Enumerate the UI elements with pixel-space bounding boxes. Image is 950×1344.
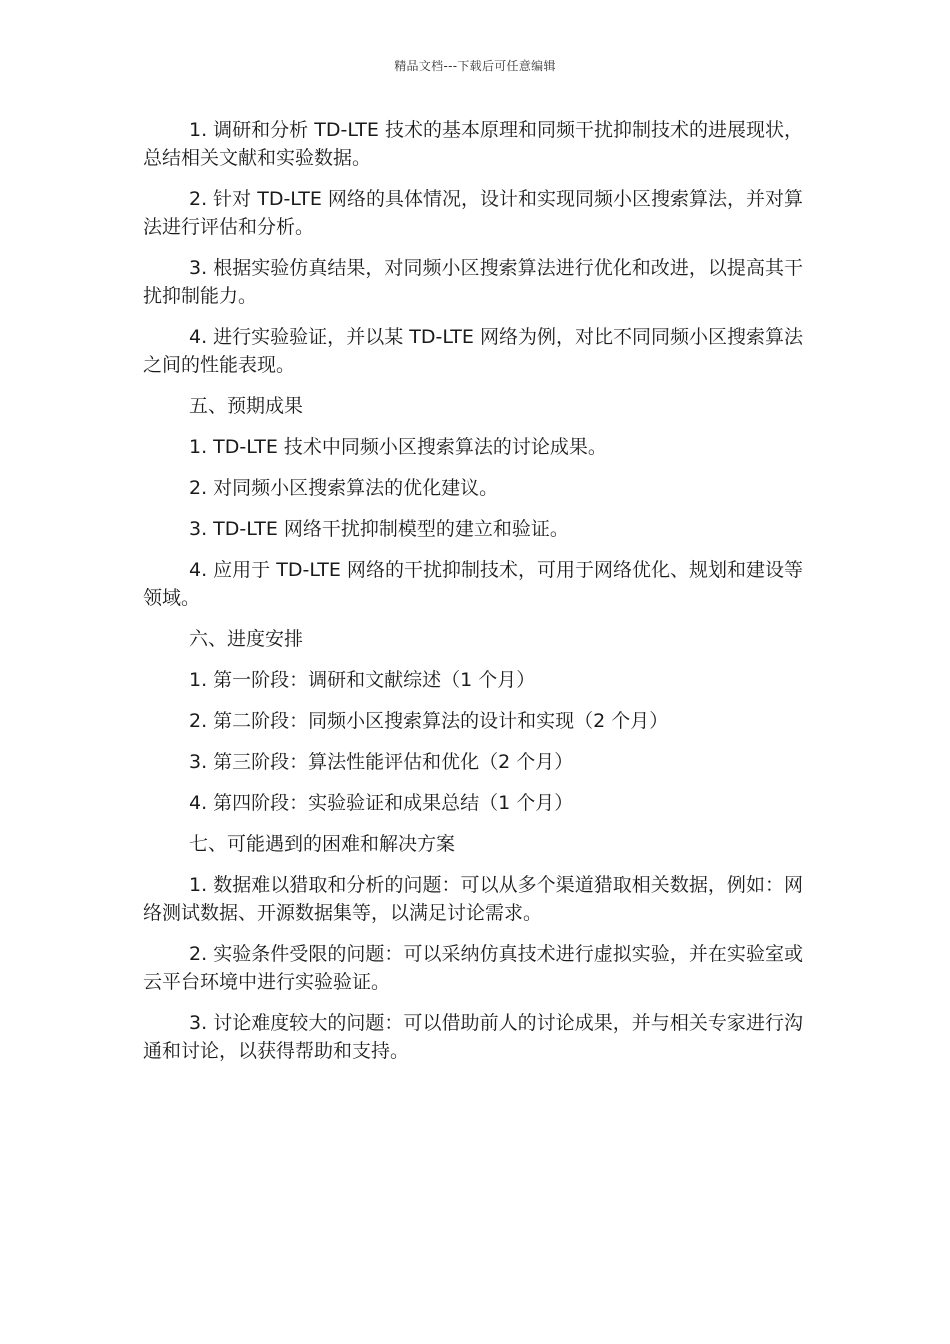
paragraph-schedule-3: 3. 第三阶段：算法性能评估和优化（2 个月） bbox=[189, 751, 574, 773]
paragraph-difficulty-2: 2. 实验条件受限的问题：可以采纳仿真技术进行虚拟实验，并在实验室或云平台环境中进行实验验证。 bbox=[143, 943, 803, 993]
paragraph-research-2: 2. 针对 TD-LTE 网络的具体情况，设计和实现同频小区搜索算法，并对算法进行评估和分析。 bbox=[143, 188, 803, 238]
page-header: 精品文档---下载后可任意编辑 bbox=[394, 59, 556, 73]
paragraph-result-4: 4. 应用于 TD-LTE 网络的干扰抑制技术，可用于网络优化、规划和建设等领域。 bbox=[143, 559, 803, 609]
section-heading-expected-results: 五、预期成果 bbox=[189, 395, 304, 417]
paragraph-result-1: 1. TD-LTE 技术中同频小区搜索算法的讨论成果。 bbox=[189, 436, 607, 458]
paragraph-difficulty-1: 1. 数据难以猎取和分析的问题：可以从多个渠道猎取相关数据，例如：网络测试数据、开源数据集等，以满足讨论需求。 bbox=[143, 874, 803, 924]
paragraph-research-4: 4. 进行实验验证，并以某 TD-LTE 网络为例，对比不同同频小区搜索算法之间的性能表现。 bbox=[143, 326, 803, 376]
paragraph-schedule-2: 2. 第二阶段：同频小区搜索算法的设计和实现（2 个月） bbox=[189, 710, 669, 732]
section-heading-schedule: 六、进度安排 bbox=[189, 628, 304, 650]
section-heading-difficulties: 七、可能遇到的困难和解决方案 bbox=[189, 833, 456, 855]
paragraph-research-1: 1. 调研和分析 TD-LTE 技术的基本原理和同频干扰抑制技术的进展现状，总结相关文献和实验数据。 bbox=[143, 119, 803, 169]
paragraph-research-3: 3. 根据实验仿真结果，对同频小区搜索算法进行优化和改进，以提高其干扰抑制能力。 bbox=[143, 257, 803, 307]
paragraph-difficulty-3: 3. 讨论难度较大的问题：可以借助前人的讨论成果，并与相关专家进行沟通和讨论，以获得帮助和支持。 bbox=[143, 1012, 803, 1062]
paragraph-result-2: 2. 对同频小区搜索算法的优化建议。 bbox=[189, 477, 499, 499]
paragraph-result-3: 3. TD-LTE 网络干扰抑制模型的建立和验证。 bbox=[189, 518, 569, 540]
document-body bbox=[143, 116, 803, 1078]
paragraph-schedule-4: 4. 第四阶段：实验验证和成果总结（1 个月） bbox=[189, 792, 574, 814]
paragraph-schedule-1: 1. 第一阶段：调研和文献综述（1 个月） bbox=[189, 669, 536, 691]
